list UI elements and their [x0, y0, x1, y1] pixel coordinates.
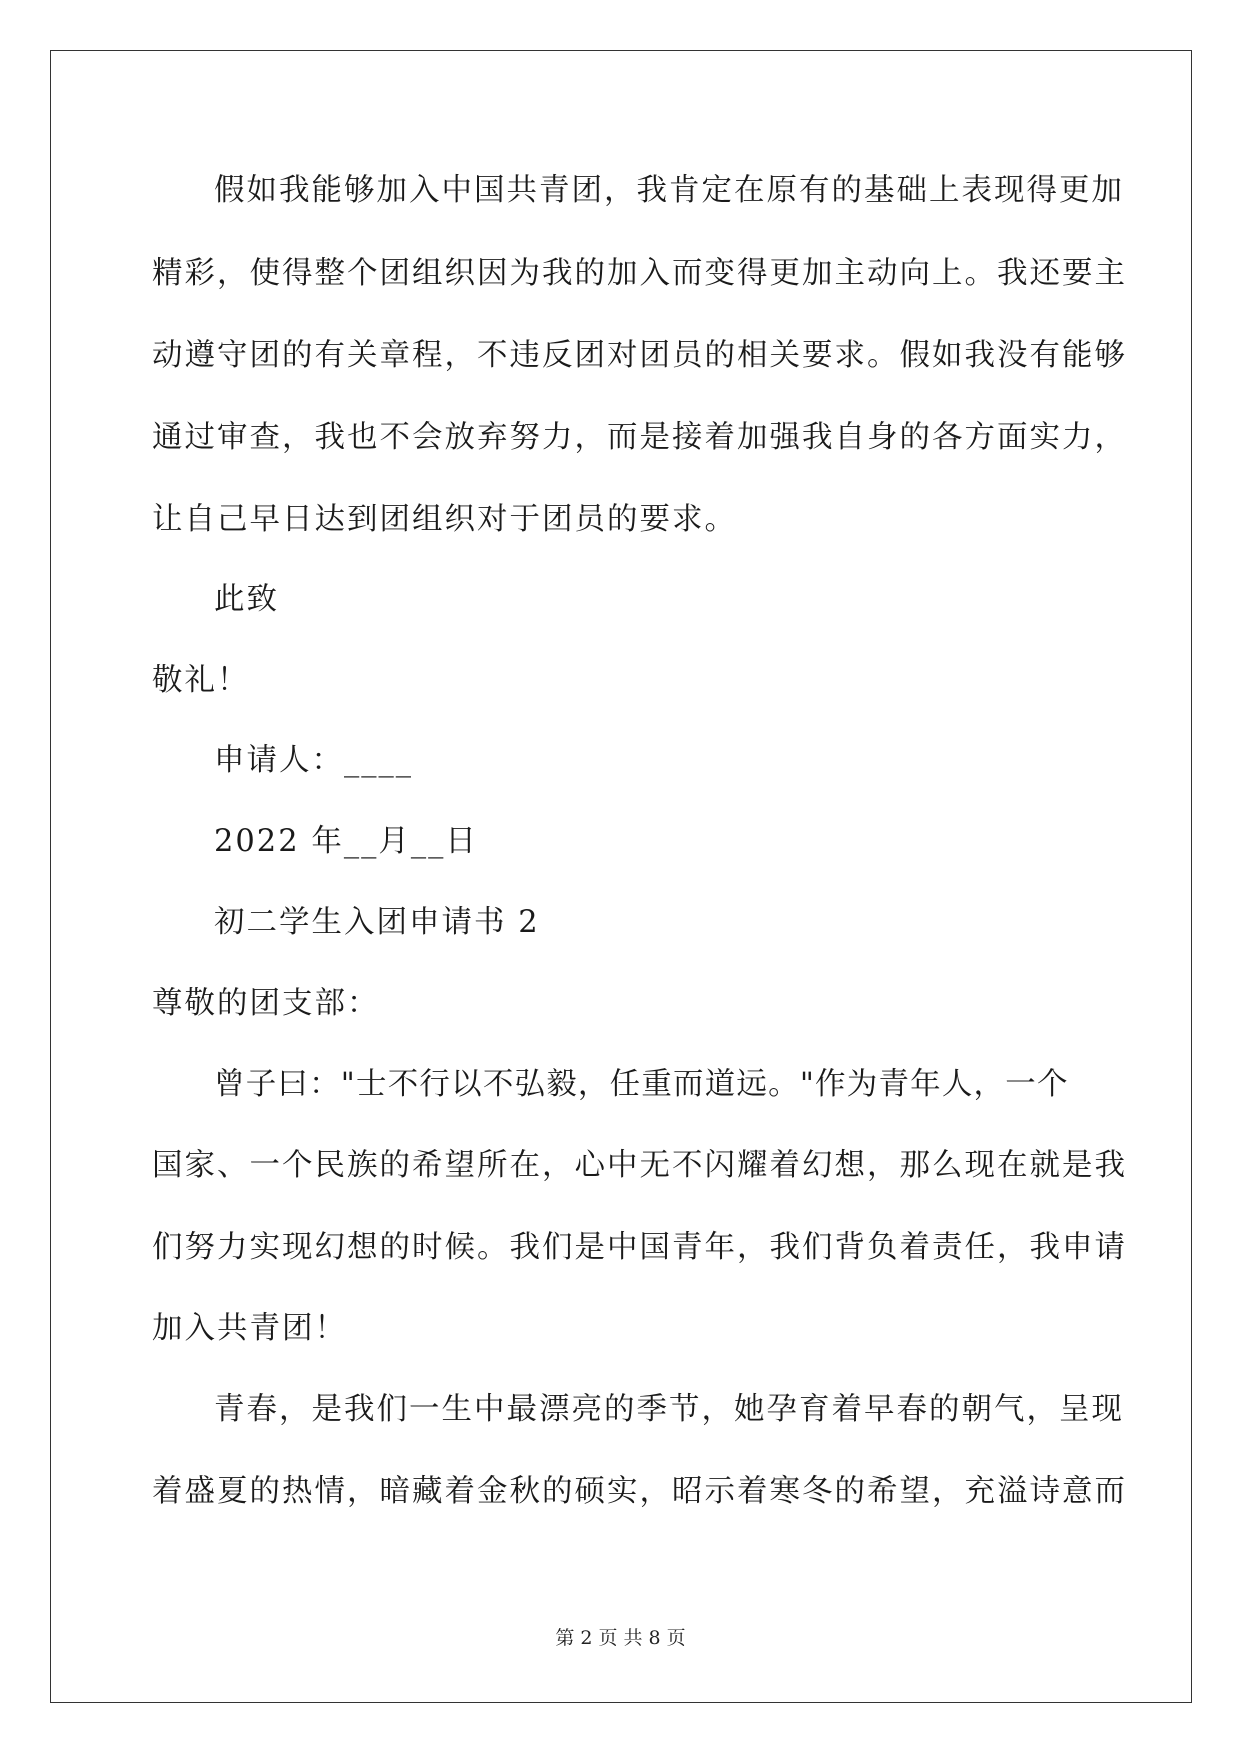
greeting: 尊敬的团支部： — [152, 986, 380, 1021]
paragraph-line: 国家、一个民族的希望所在，心中无不闪耀着幻想，那么现在就是我 — [152, 1148, 1127, 1183]
paragraph-line: 们努力实现幻想的时候。我们是中国青年，我们背负着责任，我申请 — [152, 1230, 1127, 1265]
paragraph-line: 通过审查，我也不会放弃努力，而是接着加强我自身的各方面实力， — [152, 420, 1127, 455]
applicant-signature-line: 申请人：____ — [214, 743, 413, 778]
paragraph-line: 精彩，使得整个团组织因为我的加入而变得更加主动向上。我还要主 — [152, 256, 1127, 291]
closing-regards: 敬礼！ — [152, 663, 250, 698]
closing-salutation: 此致 — [214, 582, 279, 617]
date-line: 2022 年__月__日 — [214, 824, 478, 859]
paragraph-line: 让自己早日达到团组织对于团员的要求。 — [152, 502, 737, 537]
paragraph-line: 着盛夏的热情，暗藏着金秋的硕实，昭示着寒冬的希望，充溢诗意而 — [152, 1474, 1127, 1509]
section-title: 初二学生入团申请书 2 — [214, 905, 540, 940]
paragraph-line: 假如我能够加入中国共青团，我肯定在原有的基础上表现得更加 — [214, 173, 1124, 208]
paragraph-line: 动遵守团的有关章程，不违反团对团员的相关要求。假如我没有能够 — [152, 338, 1127, 373]
page-border — [50, 50, 1192, 1703]
paragraph-line: 青春，是我们一生中最漂亮的季节，她孕育着早春的朝气，呈现 — [214, 1392, 1124, 1427]
page-number-footer: 第 2 页 共 8 页 — [555, 1627, 686, 1649]
paragraph-line: 曾子曰："士不行以不弘毅，任重而道远。"作为青年人，一个 — [214, 1067, 1069, 1102]
paragraph-line: 加入共青团！ — [152, 1311, 347, 1346]
